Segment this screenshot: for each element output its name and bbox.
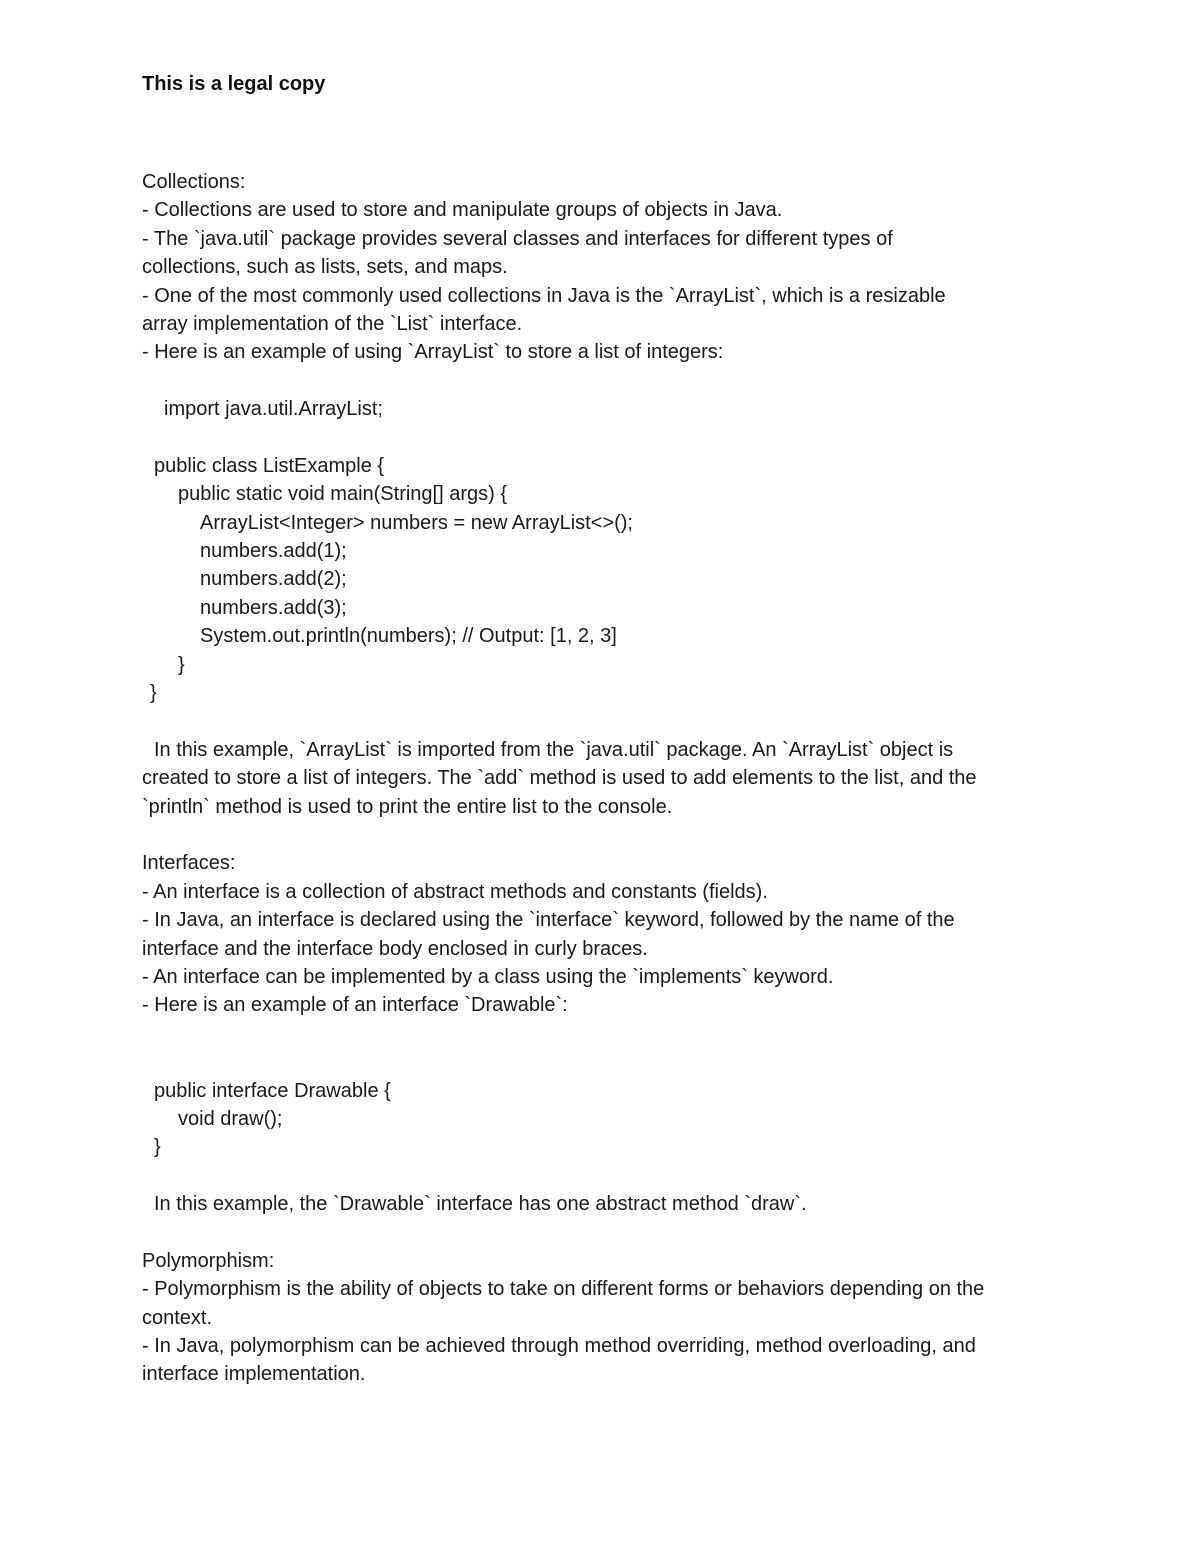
interfaces-line: - Here is an example of an interface `Drawable`: — [142, 994, 568, 1017]
blank-line — [142, 1162, 1072, 1190]
collections-explanation-line: created to store a list of integers. The `add` method is used to add elements to the list, and the — [142, 767, 977, 790]
document-title: This is a legal copy — [142, 73, 326, 95]
collections-heading: Collections: — [142, 171, 246, 193]
collections-line: array implementation of the `List` interface. — [142, 312, 523, 335]
interfaces-line: - An interface can be implemented by a class using the `implements` keyword. — [142, 965, 834, 988]
collections-line: - Collections are used to store and manipulate groups of objects in Java. — [142, 199, 783, 222]
collections-line: - The `java.util` package provides several classes and interfaces for different types of — [142, 227, 893, 250]
code-line: public static void main(String[] args) { — [178, 483, 508, 506]
code-line: public class ListExample { — [154, 454, 385, 477]
code-line: numbers.add(1); — [200, 540, 347, 563]
code-line: } — [178, 653, 185, 676]
blank-line — [142, 821, 1072, 849]
polymorphism-line: interface implementation. — [142, 1363, 366, 1386]
code-line: void draw(); — [178, 1107, 283, 1130]
code-line: public interface Drawable { — [154, 1079, 391, 1102]
blank-line — [142, 1048, 1072, 1076]
code-line: } — [150, 682, 157, 705]
interfaces-explanation-line: In this example, the `Drawable` interface has one abstract method `draw`. — [154, 1193, 807, 1216]
polymorphism-line: - Polymorphism is the ability of objects to take on different forms or behaviors depending on the — [142, 1278, 985, 1301]
interfaces-heading: Interfaces: — [142, 852, 236, 875]
blank-line — [142, 1020, 1072, 1048]
drawable-code-example — [142, 1077, 1072, 1162]
document-body — [142, 168, 1072, 1389]
polymorphism-line: context. — [142, 1306, 213, 1329]
collections-explanation-line: In this example, `ArrayList` is imported from the `java.util` package. An `ArrayList` object is — [154, 738, 954, 761]
code-line: numbers.add(3); — [200, 596, 347, 619]
collections-explanation-line: `println` method is used to print the entire list to the console. — [142, 795, 673, 818]
collections-line: - Here is an example of using `ArrayList` to store a list of integers: — [142, 341, 724, 364]
blank-line — [142, 1218, 1072, 1246]
polymorphism-line: - In Java, polymorphism can be achieved through method overriding, method overloading, and — [142, 1335, 976, 1358]
collections-line: collections, such as lists, sets, and maps. — [142, 256, 508, 279]
code-line: System.out.println(numbers); // Output: [1, 2, 3] — [200, 625, 617, 648]
code-line: } — [154, 1136, 161, 1159]
collections-line: - One of the most commonly used collections in Java is the `ArrayList`, which is a resizable — [142, 284, 946, 307]
interfaces-line: - In Java, an interface is declared using the `interface` keyword, followed by the name of the — [142, 909, 955, 932]
blank-line — [142, 424, 1072, 452]
arraylist-code-example — [142, 395, 1072, 707]
code-line: numbers.add(2); — [200, 568, 347, 591]
interfaces-line: interface and the interface body enclosed in curly braces. — [142, 937, 648, 960]
blank-line — [142, 367, 1072, 395]
polymorphism-heading: Polymorphism: — [142, 1249, 275, 1272]
interfaces-line: - An interface is a collection of abstract methods and constants (fields). — [142, 880, 768, 903]
code-line: import java.util.ArrayList; — [164, 398, 383, 421]
blank-line — [142, 707, 1072, 735]
code-line: ArrayList<Integer> numbers = new ArrayList<>(); — [200, 511, 633, 534]
